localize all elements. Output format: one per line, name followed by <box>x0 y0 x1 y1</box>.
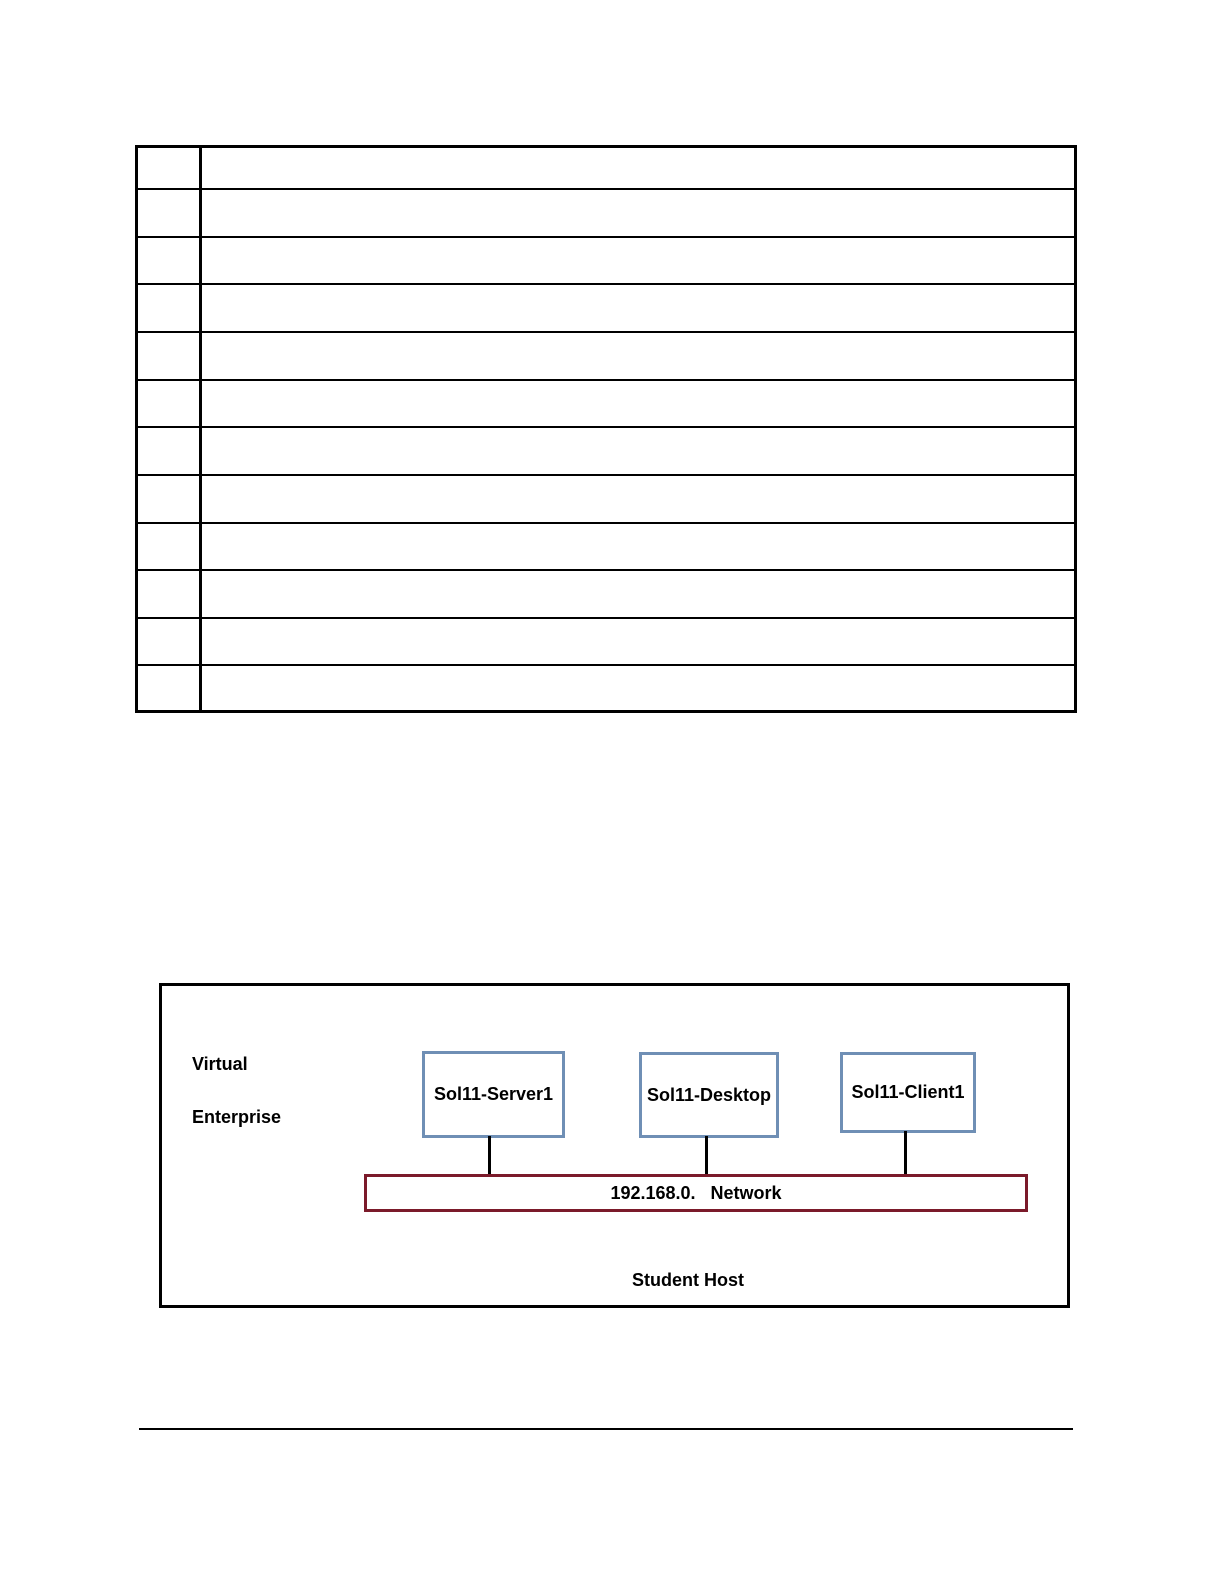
connector-line <box>488 1136 491 1176</box>
table-row <box>138 238 1074 285</box>
row-description-cell <box>202 571 1074 617</box>
host-box-desktop <box>639 1052 779 1138</box>
table-row <box>138 619 1074 666</box>
network-bar <box>364 1174 1028 1212</box>
host-name: Sol11-Server1 <box>433 1084 554 1104</box>
row-number-cell <box>138 238 202 283</box>
row-number-cell <box>138 428 202 474</box>
student-host-label: Student Host <box>632 1270 744 1290</box>
row-description-cell <box>202 666 1074 710</box>
row-number-cell <box>138 148 202 188</box>
row-number-cell <box>138 476 202 522</box>
table-row <box>138 666 1074 710</box>
row-number-cell <box>138 666 202 710</box>
row-description-cell <box>202 285 1074 331</box>
table-row <box>138 190 1074 238</box>
network-label: 192.168.0. Network <box>610 1182 782 1203</box>
table-row <box>138 333 1074 381</box>
row-number-cell <box>138 619 202 664</box>
row-description-cell <box>202 190 1074 236</box>
enterprise-label: Enterprise <box>192 1107 282 1127</box>
host-name: Sol11-Client1 <box>851 1082 965 1102</box>
row-description-cell <box>202 238 1074 283</box>
table-row <box>138 476 1074 524</box>
footer-divider <box>139 1428 1073 1430</box>
row-description-cell <box>202 524 1074 569</box>
network-diagram <box>159 983 1070 1308</box>
blank-table <box>135 145 1077 713</box>
row-number-cell <box>138 524 202 569</box>
row-number-cell <box>138 571 202 617</box>
row-description-cell <box>202 381 1074 426</box>
row-description-cell <box>202 148 1074 188</box>
row-number-cell <box>138 381 202 426</box>
table-row <box>138 381 1074 428</box>
row-number-cell <box>138 333 202 379</box>
row-description-cell <box>202 333 1074 379</box>
row-description-cell <box>202 476 1074 522</box>
connector-line <box>705 1136 708 1176</box>
host-box-server1 <box>422 1051 565 1138</box>
virtual-label: Virtual <box>192 1054 248 1074</box>
connector-line <box>904 1131 907 1176</box>
table-row <box>138 428 1074 476</box>
table-row <box>138 148 1074 190</box>
row-number-cell <box>138 190 202 236</box>
host-name: Sol11-Desktop <box>646 1084 772 1105</box>
host-box-client1 <box>840 1052 976 1133</box>
table-row <box>138 285 1074 333</box>
row-description-cell <box>202 619 1074 664</box>
row-number-cell <box>138 285 202 331</box>
table-row <box>138 524 1074 571</box>
row-description-cell <box>202 428 1074 474</box>
table-row <box>138 571 1074 619</box>
